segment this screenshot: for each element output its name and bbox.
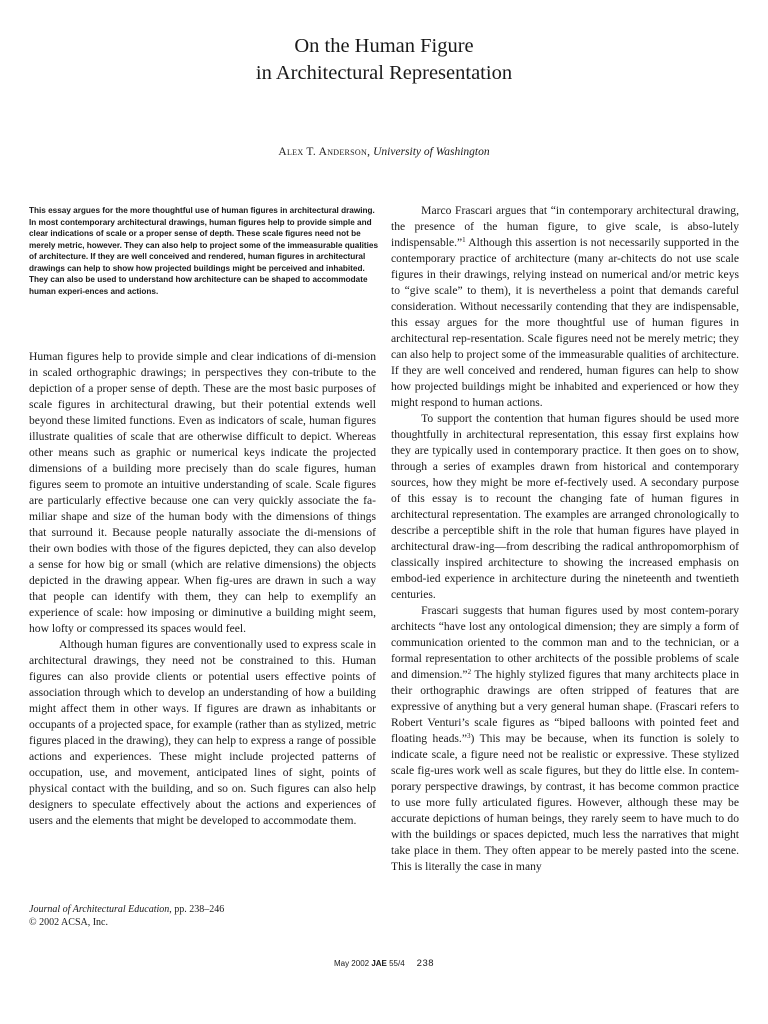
footnote-ref: 2 — [467, 668, 472, 676]
page-footer — [0, 958, 768, 969]
body-text: The highly stylized figures that many architects place in their orthographic drawings are often stripped of features that are expressive of anything but a very general human shape. (Frascari refers to Robert Venturi’s scale figures as “biped balloons with pointed feet and floating heads.” — [391, 668, 739, 745]
body-paragraph: Although human figures are conventionally used to express scale in architectural drawings, they need not be constrained to this. Human figures can also provide clients or potential users effective points of association through which to develop an understanding of how a building might affect them in other ways. If figures are drawn as inhabitants or occupants of a projected space, for example (rather than as stylized, metric figures placed in the drawing), they can help to express a range of possible actions and experiences. These might include projected patterns of occupation, use, and movement, anticipated lines of sight, points of physical contact with the building, and so on. Such figures can also help designers to speculate effectively about the actions and experiences of users and the elements that might be developed to accommodate them. — [29, 638, 376, 827]
author-affiliation: University of Washington — [373, 146, 490, 158]
body-paragraph: To support the contention that human figures should be used more thoughtfully in architectural representation, this essay first explains how they are typically used in contemporary practice. It then goes on to show, through a series of examples drawn from historical and contemporary sources, how they might be more ef-fectively used. A secondary purpose of this essay is to recount the changing fate of human figures in architectural representation. The examples are arranged chronologically to describe a perceptible shift in the role that human figures have played in architectural draw-ing—from describing the radical anthropomorphism of classically inspired architecture to showing the increased emphasis on embod-ied experience in architecture during the nineteenth and twentieth centuries. — [391, 412, 739, 601]
left-column — [29, 349, 376, 829]
body-text: Frascari suggests that human figures used by most contem-porary architects “have lost any ontological dimension; they are simply a form of communication oriented to the common man and to the technician, or a formal representation to other architects of the possible problems of scale and dimension.” — [391, 604, 739, 681]
body-paragraph — [391, 603, 739, 875]
title-line-2: in Architectural Representation — [255, 62, 513, 84]
volume: 55/4 — [386, 959, 405, 968]
right-column — [391, 203, 739, 875]
journal-abbrev: JAE — [371, 959, 387, 968]
title-line-1: On the Human Figure — [294, 35, 474, 57]
issue-date: May 2002 — [333, 959, 372, 968]
citation-note — [29, 903, 224, 929]
author-name: Alex T. Anderson, — [278, 146, 371, 158]
body-text: ) This may be because, when its function is solely to indicate scale, a figure need not be realistic or expressive. These stylized scale fig-ures work well as scale figures, but they do little else. In contem-porary perspective drawings, by contrast, it has become common practice to use more fully articulated figures. However, although these may be accurate depictions of human beings, they rarely seem to have much to do with the buildings or spaces depicted, much less the narratives that might take place in them. They often appear to be merely pasted into the scene. This is literally the case in many — [391, 732, 739, 873]
footnote-ref: 1 — [462, 236, 466, 244]
abstract: This essay argues for the more thoughtful use of human figures in architectural drawing. In most contemporary architectural drawings, human figures help to provide simple and clear indications of scale or a proper sense of depth. These scale figures need not be merely metric, however. They can also help to project some of the immeasurable qualities of architecture. If they are well conceived and rendered, human figures in architectural drawings can help to show how projected buildings might be perceived and inhabited. They can also be used to understand how architecture can be shaped to accommodate human experi-ences and actions. — [29, 206, 378, 296]
body-paragraph: Human figures help to provide simple and clear indications of di-mension in scaled orthographic drawings; in perspectives they con-tribute to the depiction of a proper sense of depth. These are the most basic purposes of scale figures in architectural drawing, but their potential extends well beyond these limited functions. Even as indicators of scale, human figures illustrate qualities of scale that are otherwise difficult to depict. Whereas other means such as graphic or numerical keys indicate the projected dimensions of a building more precisely than do scale figures, human figures seem to promote an intuitive understanding of scale. Scale figures are particularly effective because one can very quickly associate the fa-miliar shape and size of the human body with the dimensions of things that surround it. Because people naturally associate the di-mensions of their own bodies with those of the figures depicted, they can also develop a sense for how big or small (which are relative dimensions) the objects depicted in the drawing appear. When fig-ures are drawn in such a way that people can identify with them, they can help to exemplify an experience of scale: how imposing or diminutive a building might seem, how lofty or compressed its spaces would feel. — [29, 350, 376, 635]
article-title — [0, 33, 768, 87]
journal-name: Journal of Architectural Education — [29, 904, 170, 915]
copyright: © 2002 ACSA, Inc. — [29, 917, 108, 928]
body-text: Although this assertion is not necessarily supported in the contemporary practice of architecture (many ar-chitects do not use scale figures in their drawings, relying instead on numerical and/or metric keys to “give scale” to them), it is nevertheless a point that demands careful consideration. Without necessarily contending that they are indispensable, this essay argues for the more thoughtful use of human figures in architectural rep-resentation. Scale figures need not be merely metric; they can also help to project some of the immeasurable qualities of architecture. If they are well conceived and rendered, human figures can help to show how projected buildings might be inhabited and experienced or how they might respond to human actions. — [391, 236, 739, 409]
byline — [0, 146, 768, 158]
body-paragraph — [391, 203, 739, 411]
body-text: Marco Frascari argues that “in contemporary architectural drawing, the presence of the human figure, to give scale, is abso-lutely indispensable.” — [391, 204, 739, 249]
page-range: , pp. 238–246 — [169, 904, 225, 915]
page-number: 238 — [416, 958, 435, 969]
footnote-ref: 3 — [466, 732, 471, 740]
